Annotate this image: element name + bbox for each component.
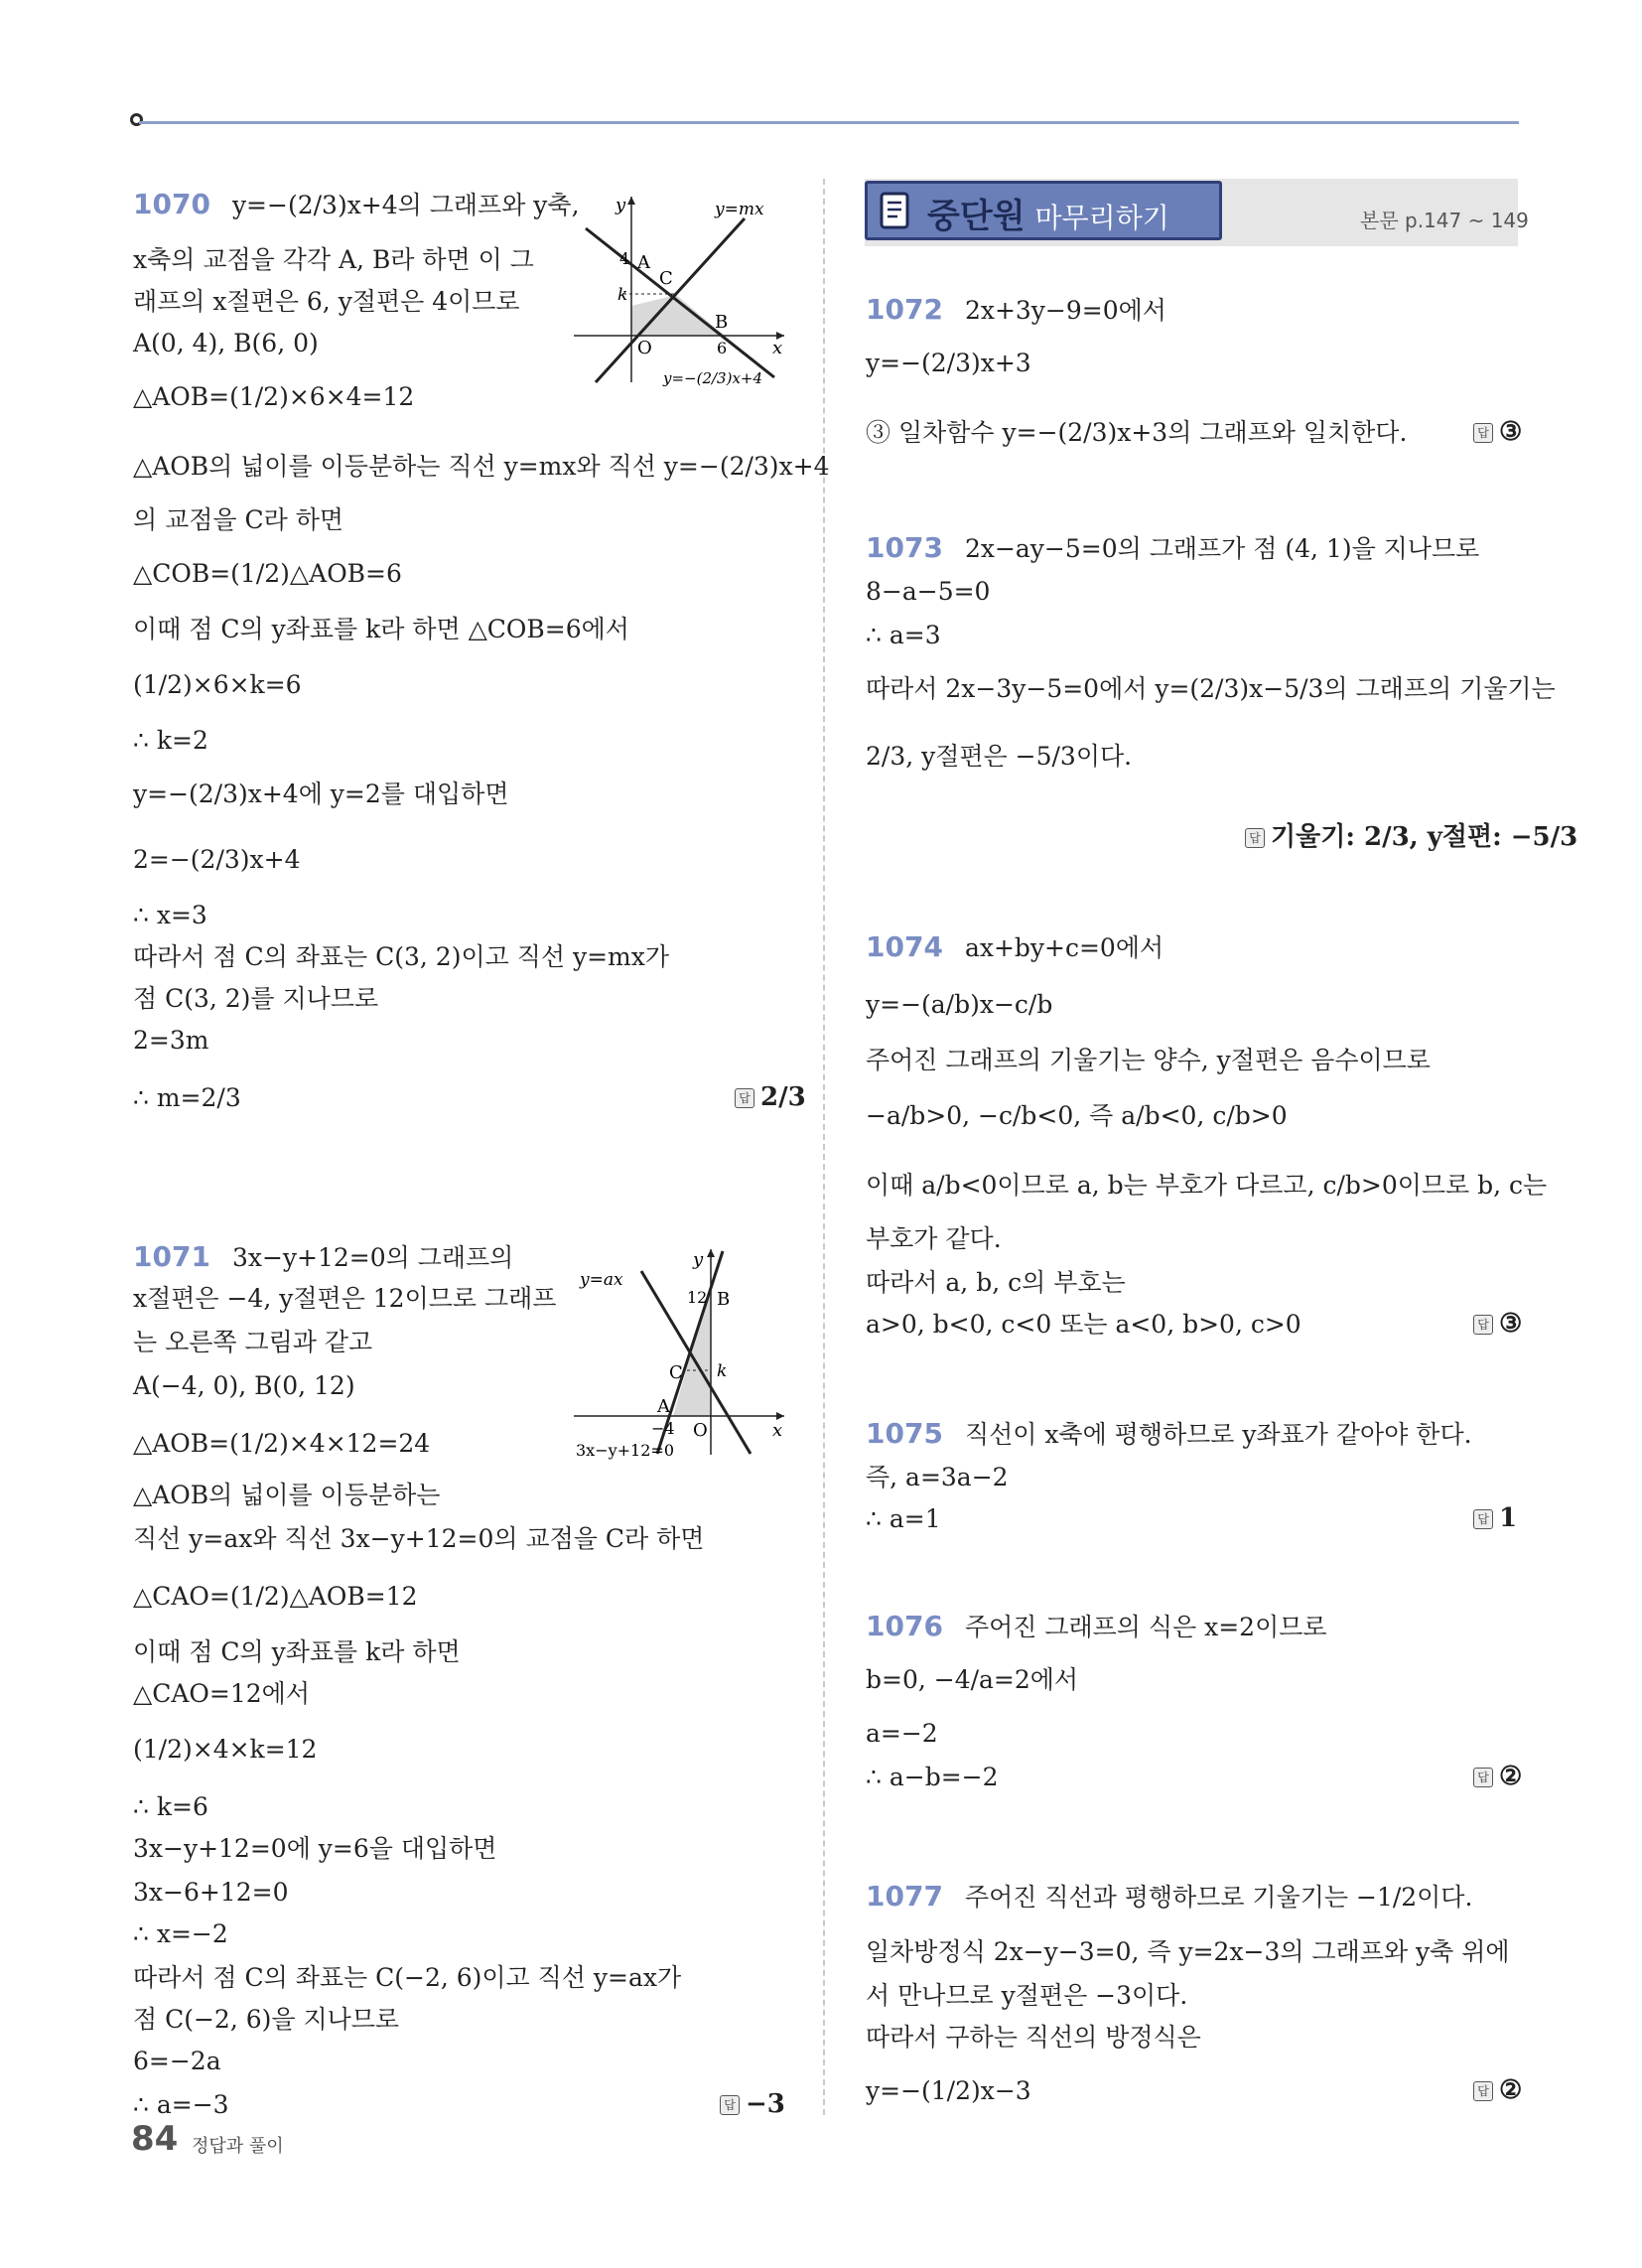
answer-icon: 답 [1473, 423, 1493, 443]
p1071-line-14: 3x−6+12=0 [133, 1878, 289, 1907]
p1074-line-7: 따라서 a, b, c의 부호는 [866, 1268, 1126, 1297]
graph-1071-point-b: B [717, 1289, 731, 1310]
problem-number: 1070 [133, 188, 210, 220]
footer-label: 정답과 풀이 [192, 2136, 284, 2157]
answer-1073: 답 기울기: 2/3, y절편: −5/3 [1245, 816, 1577, 853]
p1074-line-3: 주어진 그래프의 기울기는 양수, y절편은 음수이므로 [866, 1046, 1431, 1074]
p1076-line-2: b=0, −4/a=2에서 [866, 1665, 1079, 1694]
graph-1070-point-a: A [637, 252, 650, 273]
p1071-line-17: 점 C(−2, 6)을 지나므로 [133, 2005, 400, 2034]
header-rule [139, 121, 1519, 124]
section-subtitle: 마무리하기 [1034, 202, 1169, 234]
p1071-line-8: △CAO=(1/2)△AOB=12 [133, 1582, 418, 1611]
graph-1070-k: k [617, 285, 628, 305]
problem-number: 1072 [866, 293, 943, 326]
p1070-line-1: 1070 y=−(2/3)x+4의 그래프와 y축, [133, 188, 580, 220]
answer-icon: 답 [1473, 1509, 1493, 1529]
graph-1071-tick-minus4: −4 [651, 1419, 675, 1438]
answer-1070: 답 2/3 [735, 1082, 806, 1112]
section-page-ref: 본문 p.147 ~ 149 [1360, 209, 1529, 232]
answer-icon: 답 [1473, 1315, 1493, 1335]
answer-icon: 답 [1473, 2081, 1493, 2101]
graph-1071-x-label: x [772, 1420, 783, 1441]
graph-1070-y-label: y [616, 195, 626, 215]
p1074-line-6: 부호가 같다. [866, 1224, 1002, 1253]
graph-1071-tick-12: 12 [687, 1288, 708, 1307]
graph-1070-origin: O [637, 338, 652, 358]
page-number: 84 [131, 2119, 179, 2159]
p1070-line-11: ∴ k=2 [133, 726, 208, 755]
p1074-line-1: 1074 ax+by+c=0에서 [866, 930, 1164, 963]
p1071-line-16: 따라서 점 C의 좌표는 C(−2, 6)이고 직선 y=ax가 [133, 1963, 682, 1992]
p1077-line-3: 서 만나므로 y절편은 −3이다. [866, 1981, 1188, 2010]
p1070-line-17: 2=3m [133, 1026, 209, 1055]
p1071-line-6: △AOB의 넓이를 이등분하는 [133, 1481, 441, 1509]
p1075-line-1: 1075 직선이 x축에 평행하므로 y좌표가 같아야 한다. [866, 1417, 1472, 1450]
answer-icon: 답 [1473, 1768, 1493, 1787]
p1070-line-16: 점 C(3, 2)를 지나므로 [133, 984, 379, 1013]
p1073-line-4: 따라서 2x−3y−5=0에서 y=(2/3)x−5/3의 그래프의 기울기는 [866, 674, 1556, 703]
problem-number: 1077 [866, 1880, 943, 1913]
p1070-line-8: △COB=(1/2)△AOB=6 [133, 559, 402, 588]
answer-1074: 답 ③ [1473, 1309, 1522, 1339]
graph-1071-line-ax: y=ax [580, 1270, 623, 1290]
answer-1075: 답 1 [1473, 1503, 1517, 1533]
p1076-line-4: ∴ a−b=−2 [866, 1763, 999, 1791]
p1071-line-2: x절편은 −4, y절편은 12이므로 그래프 [133, 1284, 557, 1313]
graph-1070-point-c: C [659, 268, 673, 289]
p1077-line-2: 일차방정식 2x−y−3=0, 즉 y=2x−3의 그래프와 y축 위에 [866, 1937, 1510, 1966]
p1071-line-4: A(−4, 0), B(0, 12) [133, 1371, 355, 1400]
p1075-line-3: ∴ a=1 [866, 1504, 941, 1533]
header-rule-dot [130, 113, 143, 126]
problem-number: 1073 [866, 531, 943, 564]
graph-1071-point-c: C [669, 1362, 683, 1383]
p1070-line-5: △AOB=(1/2)×6×4=12 [133, 382, 415, 411]
answer-1076: 답 ② [1473, 1762, 1522, 1791]
p1073-line-3: ∴ a=3 [866, 621, 941, 649]
p1072-line-3: ③ 일차함수 y=−(2/3)x+3의 그래프와 일치한다. [866, 418, 1408, 447]
p1076-line-3: a=−2 [866, 1719, 938, 1748]
p1071-line-13: 3x−y+12=0에 y=6을 대입하면 [133, 1834, 497, 1863]
graph-1070-line-eq: y=−(2/3)x+4 [663, 369, 763, 387]
p1071-line-15: ∴ x=−2 [133, 1919, 228, 1948]
p1070-line-9: 이때 점 C의 y좌표를 k라 하면 △COB=6에서 [133, 615, 629, 643]
p1072-line-1: 1072 2x+3y−9=0에서 [866, 293, 1166, 326]
p1074-line-5: 이때 a/b<0이므로 a, b는 부호가 다르고, c/b>0이므로 b, c는 [866, 1171, 1548, 1200]
graph-1071-line-eq: 3x−y+12=0 [576, 1441, 674, 1460]
graph-1071 [566, 1241, 794, 1460]
p1071-line-19: ∴ a=−3 [133, 2090, 229, 2119]
p1070-line-12: y=−(2/3)x+4에 y=2를 대입하면 [133, 780, 509, 808]
graph-1070-line-mx: y=mx [715, 200, 764, 219]
p1071-line-9: 이때 점 C의 y좌표를 k라 하면 [133, 1637, 461, 1666]
p1070-line-7: 의 교점을 C라 하면 [133, 505, 344, 534]
problem-number: 1075 [866, 1417, 943, 1450]
p1074-line-2: y=−(a/b)x−c/b [866, 990, 1053, 1019]
p1074-line-8: a>0, b<0, c<0 또는 a<0, b>0, c>0 [866, 1310, 1301, 1339]
p1071-line-5: △AOB=(1/2)×4×12=24 [133, 1429, 431, 1458]
graph-1071-k: k [717, 1361, 728, 1381]
p1070-line-15: 따라서 점 C의 좌표는 C(3, 2)이고 직선 y=mx가 [133, 942, 669, 971]
book-icon [878, 191, 913, 230]
p1072-line-2: y=−(2/3)x+3 [866, 349, 1031, 377]
p1071-line-3: 는 오른쪽 그림과 같고 [133, 1328, 373, 1356]
p1077-line-1: 1077 주어진 직선과 평행하므로 기울기는 −1/2이다. [866, 1880, 1473, 1913]
answer-1072: 답 ③ [1473, 417, 1522, 447]
answer-icon: 답 [720, 2095, 740, 2115]
p1071-line-11: (1/2)×4×k=12 [133, 1735, 318, 1764]
p1071-line-7: 직선 y=ax와 직선 3x−y+12=0의 교점을 C라 하면 [133, 1524, 705, 1553]
p1073-line-1: 1073 2x−ay−5=0의 그래프가 점 (4, 1)을 지나므로 [866, 531, 1480, 564]
answer-1077: 답 ② [1473, 2075, 1522, 2105]
p1074-line-4: −a/b>0, −c/b<0, 즉 a/b<0, c/b>0 [866, 1101, 1288, 1130]
p1073-line-5: 2/3, y절편은 −5/3이다. [866, 742, 1133, 771]
graph-1070-x-label: x [772, 338, 783, 358]
p1071-line-1: 1071 3x−y+12=0의 그래프의 [133, 1240, 514, 1273]
graph-1070-point-b: B [715, 312, 729, 333]
p1070-line-4: A(0, 4), B(6, 0) [133, 329, 319, 357]
p1073-line-2: 8−a−5=0 [866, 577, 991, 606]
problem-number: 1076 [866, 1610, 943, 1642]
section-title: 중단원 마무리하기 [927, 197, 1169, 236]
answer-icon: 답 [1245, 828, 1265, 848]
p1075-line-2: 즉, a=3a−2 [866, 1463, 1009, 1491]
graph-1071-y-label: y [693, 1249, 704, 1270]
p1071-line-10: △CAO=12에서 [133, 1679, 310, 1708]
graph-1070-tick-4: 4 [619, 249, 630, 268]
p1070-line-2: x축의 교점을 각각 A, B라 하면 이 그 [133, 245, 534, 274]
problem-number: 1071 [133, 1240, 210, 1273]
p1071-line-12: ∴ k=6 [133, 1792, 208, 1821]
p1077-line-4: 따라서 구하는 직선의 방정식은 [866, 2023, 1201, 2052]
answer-1071: 답 −3 [720, 2089, 785, 2119]
p1070-line-18: ∴ m=2/3 [133, 1083, 241, 1112]
graph-1071-origin: O [693, 1420, 708, 1441]
problem-number: 1074 [866, 930, 943, 963]
graph-1070 [566, 189, 794, 387]
p1070-line-13: 2=−(2/3)x+4 [133, 845, 301, 874]
p1077-line-5: y=−(1/2)x−3 [866, 2076, 1031, 2105]
p1070-line-6: △AOB의 넓이를 이등분하는 직선 y=mx와 직선 y=−(2/3)x+4 [133, 452, 830, 481]
p1070-line-3: 래프의 x절편은 6, y절편은 4이므로 [133, 287, 520, 316]
p1076-line-1: 1076 주어진 그래프의 식은 x=2이므로 [866, 1610, 1327, 1642]
p1071-line-18: 6=−2a [133, 2047, 221, 2075]
answer-icon: 답 [735, 1088, 754, 1108]
p1070-line-10: (1/2)×6×k=6 [133, 670, 302, 699]
graph-1071-point-a: A [657, 1396, 670, 1417]
p1070-line-14: ∴ x=3 [133, 901, 207, 929]
graph-1070-tick-6: 6 [717, 339, 728, 357]
